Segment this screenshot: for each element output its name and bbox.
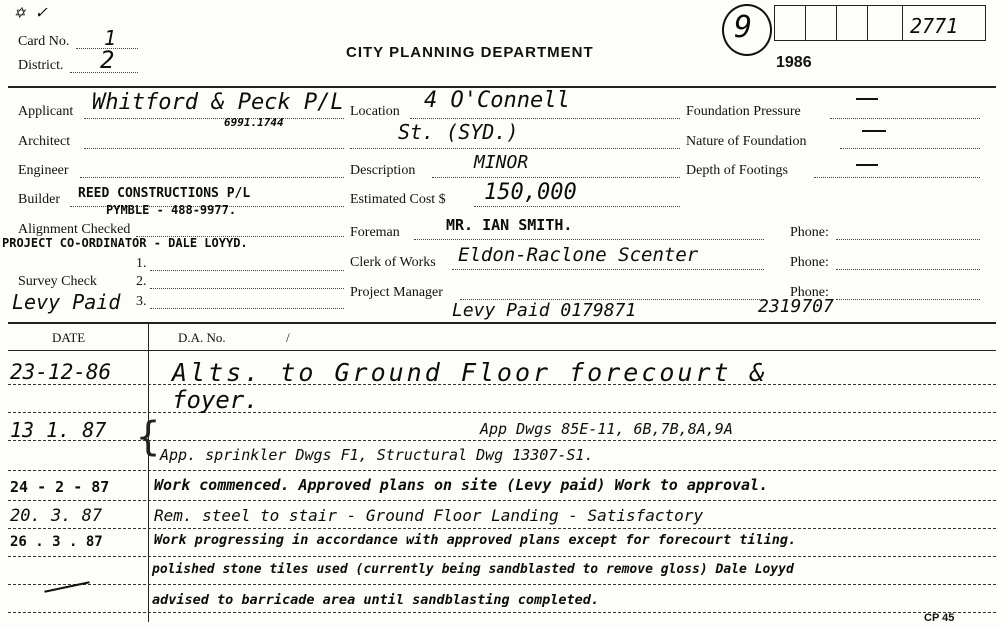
description-value: MINOR: [474, 152, 529, 173]
phone-label-2: Phone:: [790, 255, 829, 270]
line-2-label: 2.: [136, 274, 147, 289]
clerk-of-works-label: Clerk of Works: [350, 255, 436, 270]
date-header: DATE: [52, 330, 86, 345]
pen-stroke: [44, 581, 89, 593]
location-value-2: St. (SYD.): [398, 120, 519, 144]
circled-number-value: 9: [734, 10, 753, 45]
log-column-divider: [148, 322, 149, 622]
phone-line-2: [836, 269, 980, 270]
line-1: [150, 270, 344, 271]
entry-date: 13 1. 87: [10, 418, 107, 442]
header-row-line: [8, 350, 996, 351]
ruled-line: [8, 470, 996, 471]
card-no-label: Card No.: [18, 34, 70, 49]
foundation-pressure-dash: [856, 98, 878, 100]
estimated-cost-label: Estimated Cost $: [350, 192, 446, 207]
nature-dash: [862, 130, 886, 132]
foreman-value: MR. IAN SMITH.: [446, 216, 573, 234]
entry-date: 24 - 2 - 87: [10, 478, 110, 496]
entry-text: App Dwgs 85E-11, 6B,7B,8A,9A: [480, 420, 733, 438]
number-box-4: [867, 5, 903, 41]
builder-sub: PYMBLE - 488-9977.: [106, 203, 237, 217]
applicant-phone: 6991.1744: [224, 116, 284, 129]
architect-label: Architect: [18, 134, 71, 149]
year: 1986: [776, 54, 812, 71]
description-label: Description: [350, 163, 416, 178]
phone-label-3: Phone:: [790, 285, 829, 300]
levy-paid-value: Levy Paid 0179871: [452, 300, 637, 321]
applicant-line: [84, 118, 344, 119]
builder-label: Builder: [18, 192, 60, 207]
engineer-label: Engineer: [18, 163, 69, 178]
phone-line-1: [836, 239, 980, 240]
depth-of-footings-label: Depth of Footings: [686, 163, 788, 178]
phone-note: 2319707: [758, 296, 834, 317]
survey-check-label: Survey Check: [18, 274, 97, 289]
card-no-value: 1: [104, 26, 117, 50]
entry-text-line-2: polished stone tiles used (currently being sandblasted to remove gloss) Dale Loyyd: [152, 562, 794, 577]
entry-text: Work commenced. Approved plans on site (Levy paid) Work to approval.: [154, 476, 769, 494]
number-box-2: [805, 5, 837, 41]
nature-of-foundation-line: [840, 148, 980, 149]
brace-icon: {: [136, 414, 161, 460]
depth-dash: [856, 164, 878, 166]
depth-of-footings-line: [814, 177, 980, 178]
applicant-value: Whitford & Peck P/L: [92, 90, 344, 115]
department-title: CITY PLANNING DEPARTMENT: [346, 44, 594, 61]
foreman-line: [414, 239, 764, 240]
foundation-pressure-line: [830, 118, 980, 119]
location-line: [410, 118, 680, 119]
entry-text-line-2: App. sprinkler Dwgs F1, Structural Dwg 13307-S1.: [160, 446, 594, 464]
ruled-line: [8, 556, 996, 557]
entry-date: 26 . 3 . 87: [10, 534, 103, 550]
entry-text-line-3: advised to barricade area until sandblasting completed.: [152, 592, 600, 608]
ruled-line: [8, 528, 996, 529]
line-3: [150, 308, 344, 309]
foreman-label: Foreman: [350, 225, 400, 240]
engineer-line: [80, 177, 344, 178]
description-line: [432, 177, 680, 178]
district-label: District.: [18, 58, 64, 73]
number-box-3: [836, 5, 868, 41]
entry-text: Rem. steel to stair - Ground Floor Landing - Satisfactory: [154, 506, 704, 525]
entry-text: Alts. to Ground Floor forecourt &: [172, 358, 768, 387]
location-line-2: [350, 148, 680, 149]
ruled-line: [8, 500, 996, 501]
clerk-of-works-line: [452, 269, 764, 270]
entry-date: 23-12-86: [10, 360, 112, 384]
location-value: 4 O'Connell: [424, 88, 570, 113]
estimated-cost-value: 150,000: [484, 180, 577, 205]
ruled-line: [8, 612, 996, 613]
card-number: 2771: [910, 14, 959, 38]
phone-line-3: [836, 299, 980, 300]
nature-of-foundation-label: Nature of Foundation: [686, 134, 807, 149]
location-label: Location: [350, 104, 400, 119]
da-no-header: D.A. No.: [178, 330, 226, 345]
clerk-of-works-value: Eldon-Raclone Scenter: [458, 244, 699, 266]
entry-text: Work progressing in accordance with approved plans except for forecourt tiling.: [154, 532, 797, 548]
line-3-label: 3.: [136, 294, 147, 309]
builder-value: REED CONSTRUCTIONS P/L: [78, 186, 251, 201]
project-coordinator: PROJECT CO-ORDINATOR - DALE LOYYD.: [2, 236, 248, 250]
alignment-label: Alignment Checked: [18, 222, 131, 237]
form-code: CP 45: [924, 612, 955, 624]
number-box-1: [774, 5, 806, 41]
architect-line: [84, 148, 344, 149]
entry-date: 20. 3. 87: [10, 506, 103, 526]
foundation-pressure-label: Foundation Pressure: [686, 104, 801, 119]
levy-note: Levy Paid: [12, 290, 121, 314]
applicant-label: Applicant: [18, 104, 74, 119]
entry-text-line-2: foyer.: [172, 386, 259, 414]
district-value: 2: [100, 46, 115, 74]
ruled-line: [8, 584, 996, 585]
project-manager-label: Project Manager: [350, 285, 443, 300]
estimated-cost-line: [474, 206, 680, 207]
ruled-line: [8, 412, 996, 413]
check-marks: ✡ ✓: [14, 2, 47, 23]
log-divider: [8, 322, 996, 324]
phone-label-1: Phone:: [790, 225, 829, 240]
line-2: [150, 288, 344, 289]
line-1-label: 1.: [136, 256, 147, 271]
da-no-value: /: [286, 330, 290, 345]
